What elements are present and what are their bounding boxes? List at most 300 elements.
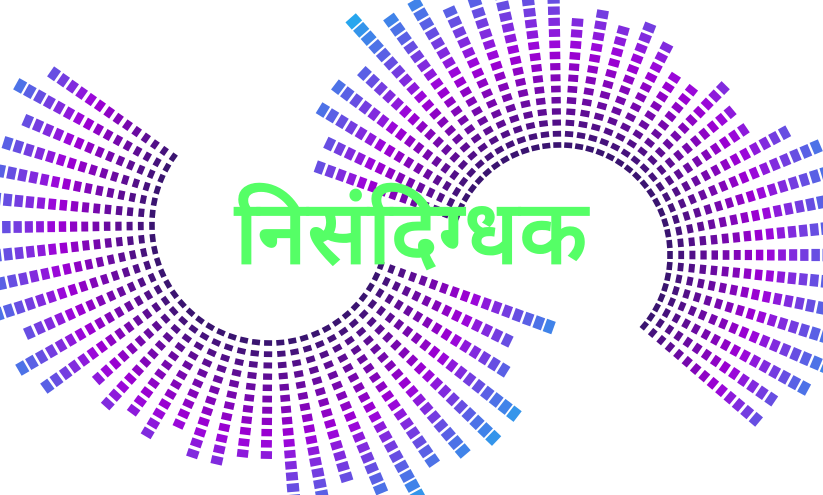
- equalizer-left-cell: [437, 352, 450, 365]
- equalizer-left-cell: [501, 304, 513, 318]
- equalizer-left-cell: [65, 333, 77, 347]
- equalizer-right-cell: [431, 37, 445, 50]
- equalizer-left-cell: [353, 382, 365, 393]
- equalizer-left-cell: [402, 326, 413, 338]
- equalizer-left-cell: [240, 427, 251, 436]
- equalizer-left-cell: [114, 306, 125, 318]
- equalizer-right-cell: [625, 112, 636, 122]
- equalizer-left-cell: [394, 299, 404, 310]
- equalizer-right-cell: [491, 109, 502, 119]
- equalizer-left-cell: [522, 312, 534, 327]
- equalizer-right-cell: [715, 384, 728, 397]
- equalizer-right-cell: [648, 328, 658, 338]
- equalizer-left-cell: [478, 351, 491, 365]
- equalizer-right-cell: [589, 54, 601, 63]
- equalizer-left-cell: [419, 339, 431, 351]
- equalizer-right-cell: [489, 136, 499, 145]
- equalizer-right-cell: [662, 81, 675, 93]
- equalizer-left-cell: [3, 303, 15, 318]
- equalizer-left-cell: [87, 347, 100, 360]
- equalizer-left-cell: [461, 314, 473, 327]
- equalizer-right-cell: [548, 18, 560, 26]
- equalizer-right-cell: [720, 339, 731, 351]
- equalizer-left-cell: [422, 369, 435, 382]
- equalizer-right-cell: [659, 41, 673, 53]
- equalizer-left-cell: [532, 315, 545, 330]
- equalizer-left-cell: [344, 336, 354, 346]
- equalizer-left-cell: [224, 401, 235, 410]
- equalizer-left-cell: [133, 146, 143, 157]
- equalizer-right-cell: [644, 110, 656, 121]
- equalizer-right-cell: [533, 75, 544, 83]
- equalizer-left-cell: [469, 345, 482, 359]
- equalizer-left-cell: [195, 315, 205, 324]
- equalizer-right-cell: [595, 149, 604, 157]
- equalizer-left-cell: [124, 372, 137, 385]
- equalizer-left-cell: [282, 417, 293, 425]
- equalizer-right-cell: [333, 142, 346, 156]
- equalizer-right-cell: [615, 133, 625, 142]
- equalizer-left-cell: [194, 341, 204, 351]
- equalizer-right-cell: [513, 125, 523, 133]
- equalizer-right-cell: [698, 310, 708, 321]
- equalizer-right-cell: [518, 89, 529, 98]
- equalizer-left-cell: [56, 154, 66, 167]
- equalizer-left-cell: [279, 384, 289, 391]
- equalizer-left-cell: [278, 372, 288, 379]
- equalizer-left-cell: [406, 354, 418, 366]
- equalizer-right-cell: [552, 108, 561, 115]
- equalizer-right-cell: [611, 106, 622, 115]
- equalizer-left-cell: [127, 404, 141, 417]
- equalizer-left-cell: [299, 334, 308, 342]
- equalizer-left-cell: [414, 362, 427, 375]
- equalizer-right-cell: [739, 349, 751, 362]
- equalizer-left-cell: [373, 421, 387, 433]
- equalizer-right-cell: [475, 18, 489, 30]
- equalizer-right-cell: [421, 99, 434, 112]
- equalizer-right-cell: [665, 157, 676, 168]
- equalizer-left-cell: [440, 328, 452, 341]
- equalizer-right-cell: [701, 329, 711, 341]
- equalizer-left-cell: [210, 455, 223, 465]
- equalizer-right-cell: [749, 330, 760, 343]
- equalizer-left-cell: [105, 151, 115, 162]
- equalizer-right-cell: [529, 53, 540, 62]
- equalizer-right-cell: [457, 36, 471, 48]
- equalizer-left-cell: [113, 113, 124, 125]
- equalizer-right-cell: [467, 151, 477, 161]
- equalizer-right-cell: [681, 318, 691, 329]
- equalizer-left-cell: [122, 119, 133, 131]
- equalizer-left-cell: [375, 381, 387, 393]
- equalizer-left-cell: [54, 312, 66, 325]
- equalizer-right-cell: [719, 136, 731, 149]
- equalizer-right-cell: [664, 111, 676, 123]
- equalizer-left-cell: [47, 66, 61, 81]
- equalizer-left-cell: [286, 472, 298, 481]
- equalizer-right-cell: [749, 354, 761, 368]
- equalizer-left-cell: [441, 305, 452, 317]
- equalizer-left-cell: [85, 299, 96, 311]
- equalizer-right-cell: [382, 90, 396, 104]
- equalizer-left-cell: [237, 347, 246, 354]
- equalizer-left-cell: [190, 437, 203, 448]
- equalizer-left-cell: [363, 335, 374, 346]
- equalizer-left-cell: [398, 347, 410, 359]
- equalizer-right-cell: [512, 67, 524, 76]
- equalizer-right-cell: [756, 311, 766, 324]
- equalizer-left-cell: [252, 339, 261, 346]
- equalizer-right-cell: [611, 47, 624, 57]
- equalizer-right-cell: [663, 139, 674, 150]
- equalizer-right-cell: [710, 355, 722, 367]
- equalizer-right-cell: [678, 122, 690, 134]
- equalizer-left-cell: [357, 354, 368, 365]
- equalizer-left-cell: [306, 355, 316, 363]
- equalizer-right-cell: [608, 58, 620, 68]
- equalizer-right-cell: [728, 322, 739, 334]
- equalizer-left-cell: [298, 392, 309, 400]
- equalizer-left-cell: [284, 450, 296, 459]
- equalizer-right-cell: [610, 143, 620, 152]
- equalizer-left-cell: [491, 328, 504, 342]
- equalizer-left-cell: [327, 429, 340, 439]
- equalizer-right-cell: [490, 61, 502, 71]
- equalizer-right-cell: [714, 298, 723, 309]
- equalizer-right-cell: [597, 102, 608, 111]
- equalizer-left-cell: [445, 359, 458, 373]
- equalizer-right-cell: [735, 305, 745, 317]
- equalizer-left-cell: [216, 364, 227, 373]
- equalizer-left-cell: [348, 372, 360, 382]
- equalizer-left-cell: [192, 378, 204, 388]
- equalizer-right-cell: [422, 149, 433, 161]
- equalizer-left-cell: [139, 356, 151, 368]
- equalizer-right-cell: [642, 22, 656, 34]
- equalizer-left-cell: [178, 316, 188, 326]
- equalizer-right-cell: [746, 308, 756, 320]
- equalizer-left-cell: [422, 317, 433, 329]
- equalizer-left-cell: [113, 135, 124, 147]
- equalizer-right-cell: [570, 41, 581, 49]
- equalizer-right-cell: [664, 324, 674, 334]
- equalizer-left-cell: [186, 448, 199, 459]
- equalizer-left-cell: [104, 312, 115, 324]
- equalizer-left-cell: [21, 114, 34, 129]
- equalizer-right-cell: [444, 125, 456, 136]
- equalizer-left-cell: [96, 340, 108, 353]
- equalizer-right-cell: [678, 301, 687, 311]
- equalizer-left-cell: [321, 408, 333, 418]
- equalizer-left-cell: [369, 372, 381, 383]
- equalizer-right-cell: [658, 120, 670, 131]
- equalizer-left-cell: [68, 359, 81, 373]
- equalizer-left-cell: [33, 89, 46, 104]
- equalizer-right-cell: [358, 100, 372, 114]
- equalizer-right-cell: [476, 78, 488, 89]
- equalizer-right-cell: [580, 110, 590, 118]
- equalizer-right-cell: [448, 16, 463, 29]
- equalizer-right-cell: [605, 69, 617, 79]
- equalizer-right-cell: [673, 330, 683, 341]
- equalizer-right-cell: [528, 41, 540, 50]
- equalizer-right-cell: [449, 152, 460, 163]
- equalizer-right-cell: [448, 66, 461, 78]
- equalizer-right-cell: [789, 347, 802, 362]
- equalizer-right-cell: [516, 136, 526, 144]
- equalizer-left-cell: [140, 386, 153, 398]
- equalizer-right-cell: [471, 133, 482, 143]
- equalizer-right-cell: [431, 156, 442, 167]
- equalizer-left-cell: [103, 106, 115, 118]
- equalizer-left-cell: [364, 462, 379, 475]
- equalizer-right-cell: [779, 343, 791, 357]
- equalizer-right-cell: [520, 100, 531, 108]
- equalizer-right-cell: [551, 86, 561, 93]
- equalizer-left-cell: [250, 350, 259, 357]
- equalizer-right-cell: [537, 109, 547, 116]
- equalizer-left-cell: [356, 442, 370, 454]
- equalizer-right-cell: [759, 136, 772, 150]
- equalizer-left-cell: [159, 146, 169, 156]
- equalizer-left-cell: [385, 312, 395, 323]
- equalizer-right-cell: [724, 301, 734, 312]
- equalizer-left-cell: [370, 343, 381, 354]
- equalizer-right-cell: [551, 97, 560, 104]
- equalizer-left-cell: [2, 136, 14, 151]
- equalizer-left-cell: [348, 421, 361, 432]
- equalizer-right-cell: [615, 96, 626, 106]
- equalizer-right-cell: [531, 64, 542, 72]
- equalizer-left-cell: [263, 385, 272, 392]
- equalizer-right-cell: [767, 314, 778, 327]
- equalizer-right-cell: [452, 133, 463, 144]
- equalizer-right-cell: [567, 97, 577, 104]
- equalizer-right-cell: [673, 150, 684, 161]
- equalizer-left-cell: [142, 308, 152, 319]
- equalizer-left-cell: [93, 123, 104, 135]
- equalizer-right-cell: [690, 135, 702, 147]
- equalizer-right-cell: [728, 130, 740, 143]
- equalizer-left-cell: [282, 428, 293, 436]
- equalizer-left-cell: [373, 482, 388, 495]
- equalizer-right-cell: [710, 143, 722, 155]
- equalizer-right-cell: [651, 129, 662, 140]
- equalizer-left-cell: [124, 321, 135, 333]
- equalizer-left-cell: [176, 370, 188, 381]
- equalizer-left-cell: [24, 297, 36, 311]
- equalizer-left-cell: [332, 318, 342, 327]
- equalizer-right-cell: [539, 120, 548, 127]
- equalizer-left-cell: [261, 429, 272, 437]
- equalizer-right-cell: [454, 76, 467, 88]
- equalizer-left-cell: [315, 489, 329, 495]
- equalizer-left-cell: [249, 361, 258, 368]
- equalizer-right-cell: [548, 6, 560, 15]
- equalizer-left-cell: [169, 152, 178, 162]
- equalizer-left-cell: [315, 387, 326, 396]
- equalizer-right-cell: [715, 113, 728, 126]
- equalizer-left-cell: [246, 383, 256, 391]
- equalizer-left-cell: [382, 332, 393, 343]
- equalizer-left-cell: [337, 353, 348, 363]
- equalizer-left-cell: [45, 344, 58, 358]
- equalizer-left-cell: [218, 423, 230, 433]
- equalizer-right-cell: [810, 139, 823, 154]
- equalizer-left-cell: [342, 363, 353, 373]
- equalizer-left-cell: [74, 137, 85, 150]
- equalizer-right-cell: [528, 133, 537, 141]
- equalizer-right-cell: [565, 131, 574, 137]
- equalizer-right-cell: [627, 139, 637, 149]
- equalizer-left-cell: [202, 358, 213, 367]
- equalizer-left-cell: [391, 368, 403, 380]
- equalizer-left-cell: [186, 308, 196, 318]
- equalizer-right-cell: [655, 51, 669, 63]
- equalizer-left-cell: [338, 327, 348, 336]
- equalizer-left-cell: [42, 123, 54, 137]
- equalizer-right-cell: [594, 113, 604, 122]
- equalizer-right-cell: [668, 72, 681, 84]
- equalizer-left-cell: [147, 377, 159, 389]
- equalizer-left-cell: [100, 364, 113, 377]
- equalizer-right-cell: [678, 93, 691, 105]
- equalizer-right-cell: [620, 122, 631, 132]
- equalizer-right-cell: [738, 326, 749, 339]
- equalizer-right-cell: [549, 29, 560, 37]
- equalizer-left-cell: [66, 80, 79, 94]
- equalizer-left-cell: [262, 407, 272, 414]
- equalizer-right-cell: [805, 299, 816, 313]
- equalizer-right-cell: [638, 120, 649, 131]
- equalizer-left-cell: [244, 394, 254, 402]
- equalizer-right-cell: [655, 318, 664, 328]
- equalizer-right-cell: [640, 82, 652, 93]
- equalizer-right-cell: [467, 57, 480, 68]
- equalizer-left-cell: [150, 139, 160, 149]
- equalizer-right-cell: [496, 119, 507, 128]
- equalizer-left-cell: [283, 439, 295, 448]
- equalizer-left-cell: [221, 412, 233, 421]
- equalizer-right-cell: [617, 25, 630, 36]
- equalizer-right-cell: [667, 297, 676, 307]
- equalizer-right-cell: [583, 87, 594, 95]
- equalizer-right-cell: [758, 359, 771, 373]
- equalizer-left-cell: [56, 73, 70, 87]
- equalizer-left-cell: [398, 377, 411, 390]
- equalizer-right-cell: [540, 131, 549, 138]
- equalizer-right-cell: [799, 144, 812, 159]
- equalizer-left-cell: [14, 300, 26, 314]
- equalizer-left-cell: [116, 155, 126, 166]
- equalizer-left-cell: [154, 368, 166, 379]
- equalizer-right-cell: [531, 144, 540, 151]
- equalizer-right-cell: [788, 320, 799, 334]
- equalizer-right-cell: [655, 147, 666, 158]
- equalizer-right-cell: [769, 339, 781, 353]
- equalizer-left-cell: [55, 339, 68, 353]
- equalizer-left-cell: [363, 401, 376, 413]
- equalizer-right-cell: [768, 131, 781, 145]
- equalizer-right-cell: [364, 132, 376, 146]
- equalizer-right-cell: [635, 92, 647, 103]
- equalizer-right-cell: [701, 149, 712, 161]
- equalizer-left-cell: [101, 397, 115, 411]
- equalizer-right-cell: [471, 7, 485, 19]
- equalizer-left-cell: [405, 385, 418, 398]
- equalizer-right-cell: [683, 337, 694, 348]
- equalizer-left-cell: [406, 426, 420, 440]
- equalizer-right-cell: [672, 313, 681, 323]
- equalizer-left-cell: [207, 348, 217, 357]
- equalizer-right-cell: [523, 111, 533, 119]
- equalizer-left-cell: [431, 322, 442, 334]
- equalizer-left-cell: [23, 325, 36, 340]
- equalizer-right-cell: [599, 138, 609, 146]
- equalizer-left-cell: [339, 471, 353, 483]
- equalizer-right-cell: [644, 138, 655, 149]
- equalizer-right-cell: [719, 361, 731, 374]
- equalizer-left-cell: [73, 112, 85, 125]
- equalizer-right-cell: [603, 127, 613, 136]
- equalizer-right-cell: [698, 370, 710, 382]
- equalizer-left-cell: [411, 332, 423, 344]
- equalizer-left-cell: [197, 368, 208, 378]
- equalizer-right-cell: [404, 135, 416, 147]
- equalizer-right-cell: [707, 377, 719, 390]
- equalizer-left-cell: [366, 317, 376, 327]
- equalizer-right-cell: [647, 155, 657, 165]
- equalizer-right-cell: [794, 297, 804, 310]
- equalizer-right-cell: [486, 99, 498, 109]
- equalizer-right-cell: [737, 373, 750, 387]
- equalizer-right-cell: [637, 146, 647, 156]
- equalizer-right-cell: [777, 317, 788, 330]
- equalizer-left-cell: [340, 401, 352, 412]
- equalizer-right-cell: [429, 108, 441, 120]
- equalizer-right-cell: [730, 344, 742, 357]
- equalizer-right-cell: [374, 138, 386, 151]
- equalizer-left-cell: [182, 333, 192, 343]
- equalizer-left-cell: [114, 328, 125, 340]
- equalizer-right-cell: [395, 128, 407, 141]
- equalizer-right-cell: [656, 335, 666, 345]
- equalizer-right-cell: [553, 142, 561, 148]
- equalizer-right-cell: [737, 123, 750, 137]
- equalizer-right-cell: [692, 156, 703, 168]
- equalizer-right-cell: [789, 148, 802, 163]
- equalizer-right-cell: [430, 78, 443, 91]
- equalizer-left-cell: [143, 328, 154, 339]
- equalizer-left-cell: [315, 340, 325, 349]
- equalizer-left-cell: [332, 344, 342, 353]
- equalizer-right-cell: [662, 308, 671, 318]
- equalizer-left-cell: [263, 373, 272, 379]
- equalizer-left-cell: [220, 354, 230, 362]
- equalizer-left-cell: [173, 418, 186, 429]
- equalizer-left-cell: [412, 311, 423, 323]
- equalizer-right-cell: [536, 98, 546, 106]
- equalizer-right-cell: [345, 120, 358, 134]
- equalizer-right-cell: [433, 136, 444, 148]
- equalizer-left-cell: [322, 324, 332, 333]
- equalizer-right-cell: [442, 57, 456, 69]
- equalizer-left-cell: [216, 433, 228, 443]
- equalizer-right-cell: [779, 153, 791, 167]
- equalizer-left-cell: [428, 346, 440, 359]
- equalizer-left-cell: [281, 406, 291, 414]
